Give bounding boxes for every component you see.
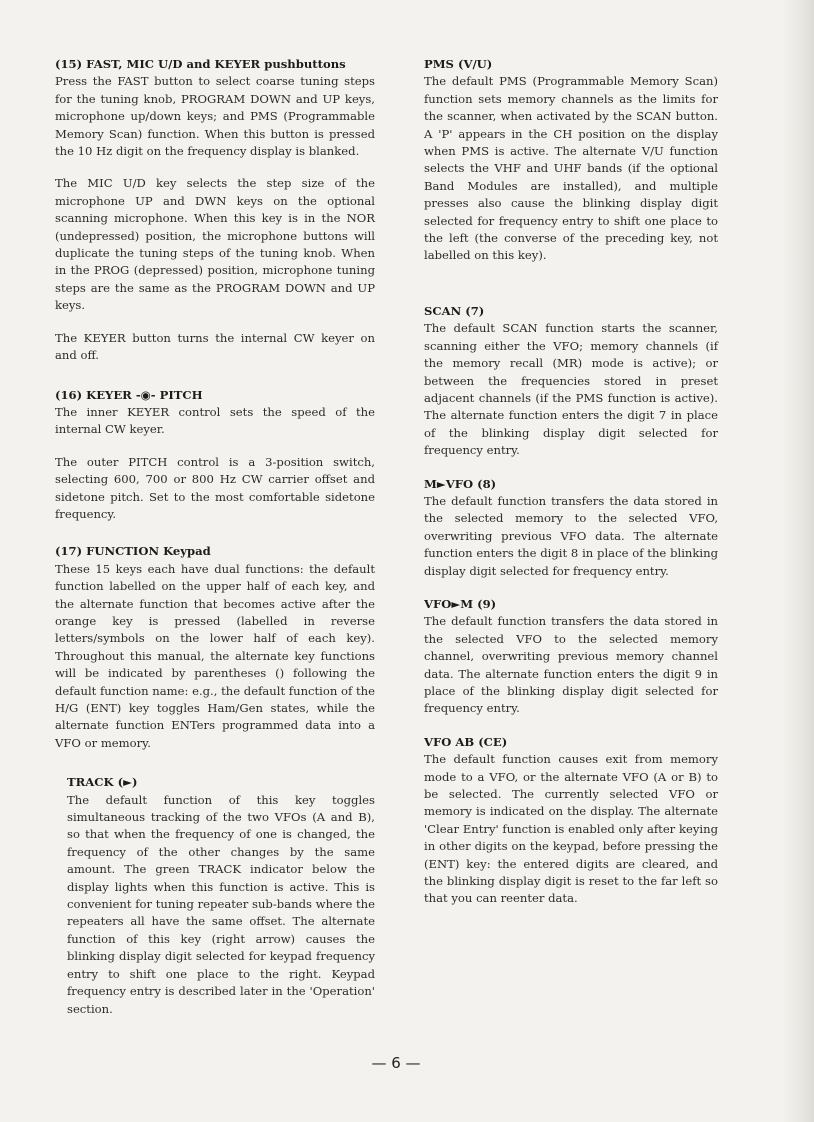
page-edge-shadow <box>784 0 814 1122</box>
left-column <box>55 56 375 1034</box>
vfo-ab-key-paragraph: The default function causes exit from memory mode to a VFO, or the alternate VFO (A or B) to be selected. The currently selected VFO or memory is indicated on the display. The alternate 'Clear Entry' function is enabled only after keying in other digits on the keypad, before pressing the (ENT) key: the entered digits are cleared, and the blinking display digit is reset to the far left so that you can reenter data. <box>424 752 718 906</box>
section-15-paragraph-1: Press the FAST button to select coarse tuning steps for the tuning knob, PROGRAM DOWN and UP keys, microphone up/down keys; and PMS (Programmable Memory Scan) function. When this button is pressed the 10 Hz digit on the frequency display is blanked. <box>55 74 375 159</box>
section-16-paragraph-1: The inner KEYER control sets the speed of the internal CW keyer. <box>55 404 375 437</box>
section-15 <box>55 56 375 365</box>
section-17-paragraph-1: These 15 keys each have dual functions: the default function labelled on the upper half of each key, and the alternate function that becomes active after the orange key is pressed (labelled in reverse letters/symbols on the lower half of each key). Throughout this manual, the alternate key functions will be indicated by parentheses () following the default function name: e.g., the default function of the H/G (ENT) key toggles Ham/Gen states, while the alternate function ENTers programmed data into a VFO or memory. <box>55 561 375 750</box>
track-key-section <box>67 774 375 1018</box>
pms-key-heading: PMS (V/U) <box>424 57 493 71</box>
vfo-to-m-key-paragraph: The default function transfers the data stored in the selected VFO to the selected memory channel, overwriting previous memory channel data. The alternate function enters the digit 9 in place of the blinking display digit selected for frequency entry. <box>424 614 718 716</box>
m-to-vfo-key-paragraph: The default function transfers the data stored in the selected memory to the selected VFO, overwriting previous VFO data. The alternate function enters the digit 8 in place of the blinking display digit selected for frequency entry. <box>424 493 718 578</box>
section-17 <box>55 543 375 752</box>
vfo-ab-key-heading: VFO AB (CE) <box>424 734 508 749</box>
pms-key-paragraph: The default PMS (Programmable Memory Scan) function sets memory channels as the limits for the scanner, when activated by the SCAN button. A 'P' appears in the CH position on the display when PMS is active. The alternate V/U function selects the VHF and UHF bands (if the optional Band Modules are installed), and multiple presses also cause the blinking display digit selected for frequency entry to shift one place to the left (the converse of the preceding key, not labelled on this key). <box>424 74 718 263</box>
page-number: — 6 — <box>371 1054 421 1072</box>
m-to-vfo-key-heading: M►VFO (8) <box>424 476 497 491</box>
vfo-ab-key-section <box>424 734 718 908</box>
vfo-to-m-key-section <box>424 596 718 718</box>
section-16-heading: (16) KEYER -◉- PITCH <box>55 387 203 402</box>
pms-key-section <box>424 56 718 265</box>
vfo-to-m-key-heading: VFO►M (9) <box>424 596 497 611</box>
track-key-paragraph: The default function of this key toggles simultaneous tracking of the two VFOs (A and B), so that when the frequency of one is changed, the frequency of the other changes by the same amount. The green TRACK indicator below the display lights when this function is active. This is convenient for tuning repeater sub-bands where the repeaters all have the same offset. The alternate function of this key (right arrow) causes the blinking display digit selected for keypad frequency entry to shift one place to the right. Keypad frequency entry is described later in the 'Operation' section. <box>67 792 375 1016</box>
section-15-paragraph-2: The MIC U/D key selects the step size of the microphone UP and DWN keys on the optional scanning microphone. When this key is in the NOR (undepressed) position, the microphone buttons will duplicate the tuning steps of the tuning knob. When in the PROG (depressed) position, microphone tuning steps are the same as the PROGRAM DOWN and UP keys. <box>55 176 375 313</box>
section-15-heading: (15) FAST, MIC U/D and KEYER pushbuttons <box>55 57 346 71</box>
track-key-heading: TRACK (►) <box>67 775 138 790</box>
scan-key-heading: SCAN (7) <box>424 303 485 318</box>
section-16 <box>55 387 375 524</box>
section-15-paragraph-3: The KEYER button turns the internal CW keyer on and off. <box>55 330 375 363</box>
m-to-vfo-key-section <box>424 476 718 580</box>
section-17-heading: (17) FUNCTION Keypad <box>55 544 211 559</box>
scan-key-section <box>424 303 718 460</box>
right-column <box>424 56 718 924</box>
scan-key-paragraph: The default SCAN function starts the scanner, scanning either the VFO; memory channels (if the memory recall (MR) mode is active); or between the frequencies stored in preset adjacent channels (if the PMS function is active). The alternate function enters the digit 7 in place of the blinking display digit selected for frequency entry. <box>424 321 718 458</box>
section-16-paragraph-2: The outer PITCH control is a 3-position switch, selecting 600, 700 or 800 Hz CW carrier offset and sidetone pitch. Set to the most comfortable sidetone frequency. <box>55 454 375 521</box>
